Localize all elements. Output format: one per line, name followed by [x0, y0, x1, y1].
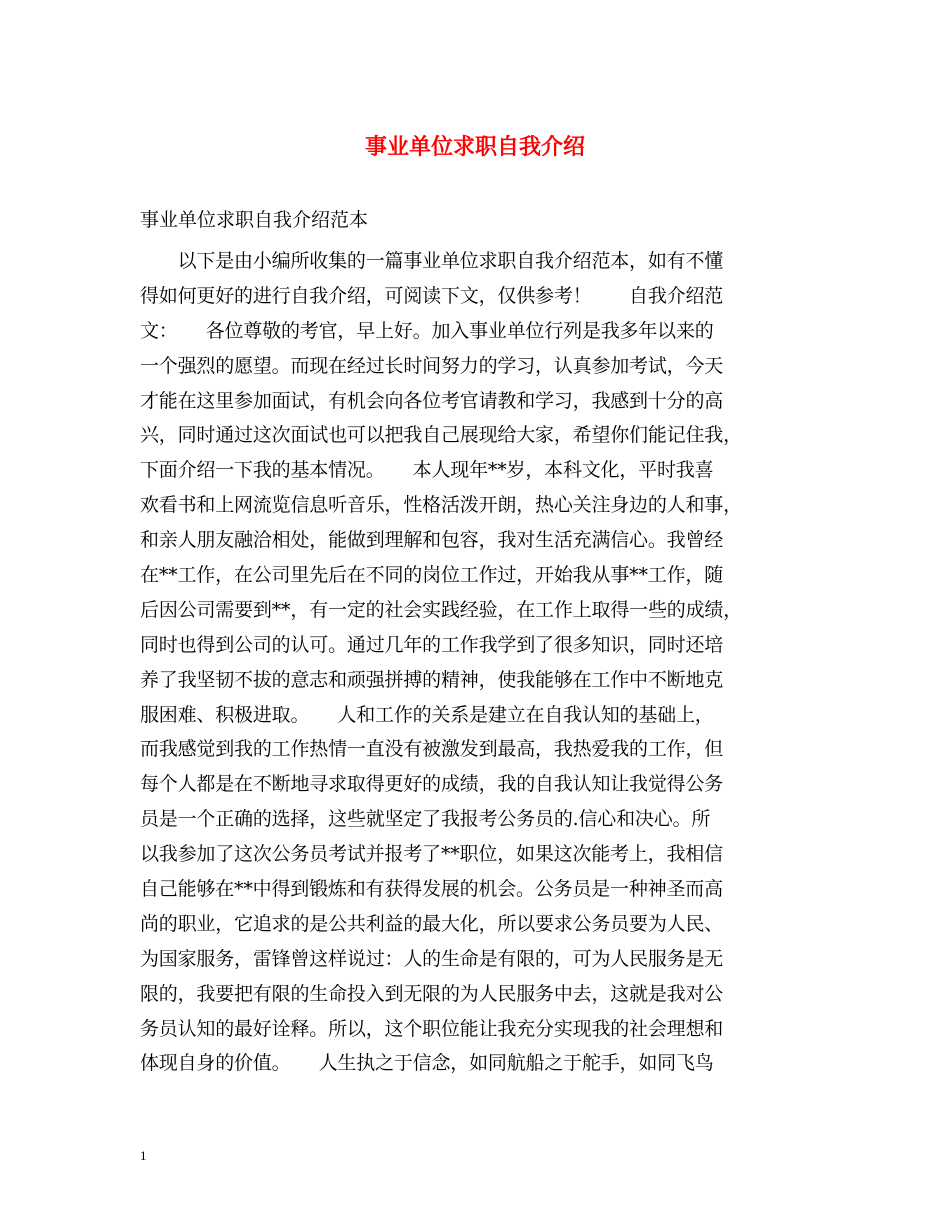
body-line: 下面介绍一下我的基本情况。 本人现年**岁，本科文化，平时我喜: [140, 459, 714, 482]
body-line: 一个强烈的愿望。而现在经过长时间努力的学习，认真参加考试，今天: [140, 354, 724, 377]
page-number: 1: [140, 1148, 147, 1163]
body-line: 欢看书和上网流览信息听音乐，性格活泼开朗，热心关注身边的人和事，: [140, 494, 742, 517]
body-line: 每个人都是在不断地寻求取得更好的成绩，我的自我认知让我觉得公务: [140, 773, 724, 796]
body-line: 自己能够在**中得到锻炼和有获得发展的机会。公务员是一种神圣而高: [140, 878, 723, 901]
body-line: 以下是由小编所收集的一篇事业单位求职自我介绍范本，如有不懂: [140, 250, 724, 272]
body-line: 养了我坚韧不拔的意志和顽强拼搏的精神，使我能够在工作中不断地克: [140, 668, 724, 691]
body-line: 服困难、积极进取。 人和工作的关系是建立在自我认知的基础上，: [140, 703, 714, 726]
document-body: [140, 244, 840, 1081]
body-line: 在**工作，在公司里先后在不同的岗位工作过，开始我从事**工作，随: [140, 564, 724, 587]
body-line: 文： 各位尊敬的考官，早上好。加入事业单位行列是我多年以来的: [140, 319, 714, 342]
body-line: 尚的职业，它追求的是公共利益的最大化，所以要求公务员要为人民、: [140, 912, 724, 935]
body-line: 和亲人朋友融洽相处，能做到理解和包容，我对生活充满信心。我曾经: [140, 529, 724, 552]
body-line: 兴，同时通过这次面试也可以把我自己展现给大家，希望你们能记住我，: [140, 424, 742, 447]
body-line: 后因公司需要到**，有一定的社会实践经验，在工作上取得一些的成绩，: [140, 598, 743, 621]
body-line: 同时也得到公司的认可。通过几年的工作我学到了很多知识，同时还培: [140, 633, 724, 656]
body-line: 而我感觉到我的工作热情一直没有被激发到最高，我热爱我的工作，但: [140, 738, 724, 761]
body-line: 体现自身的价值。 人生执之于信念，如同航船之于舵手，如同飞鸟: [140, 1052, 714, 1075]
body-line: 得如何更好的进行自我介绍，可阅读下文，仅供参考！ 自我介绍范: [140, 284, 724, 307]
body-line: 限的，我要把有限的生命投入到无限的为人民服务中去，这就是我对公: [140, 982, 724, 1005]
body-line: 才能在这里参加面试，有机会向各位考官请教和学习，我感到十分的高: [140, 389, 724, 412]
body-line: 为国家服务，雷锋曾这样说过：人的生命是有限的，可为人民服务是无: [140, 947, 724, 970]
body-line: 员是一个正确的选择，这些就坚定了我报考公务员的.信心和决心。所: [140, 808, 711, 831]
document-subtitle: 事业单位求职自我介绍范本: [140, 209, 369, 231]
document-title: 事业单位求职自我介绍: [364, 134, 585, 160]
body-line: 以我参加了这次公务员考试并报考了**职位，如果这次能考上，我相信: [140, 843, 723, 866]
body-line: 务员认知的最好诠释。所以，这个职位能让我充分实现我的社会理想和: [140, 1017, 724, 1040]
